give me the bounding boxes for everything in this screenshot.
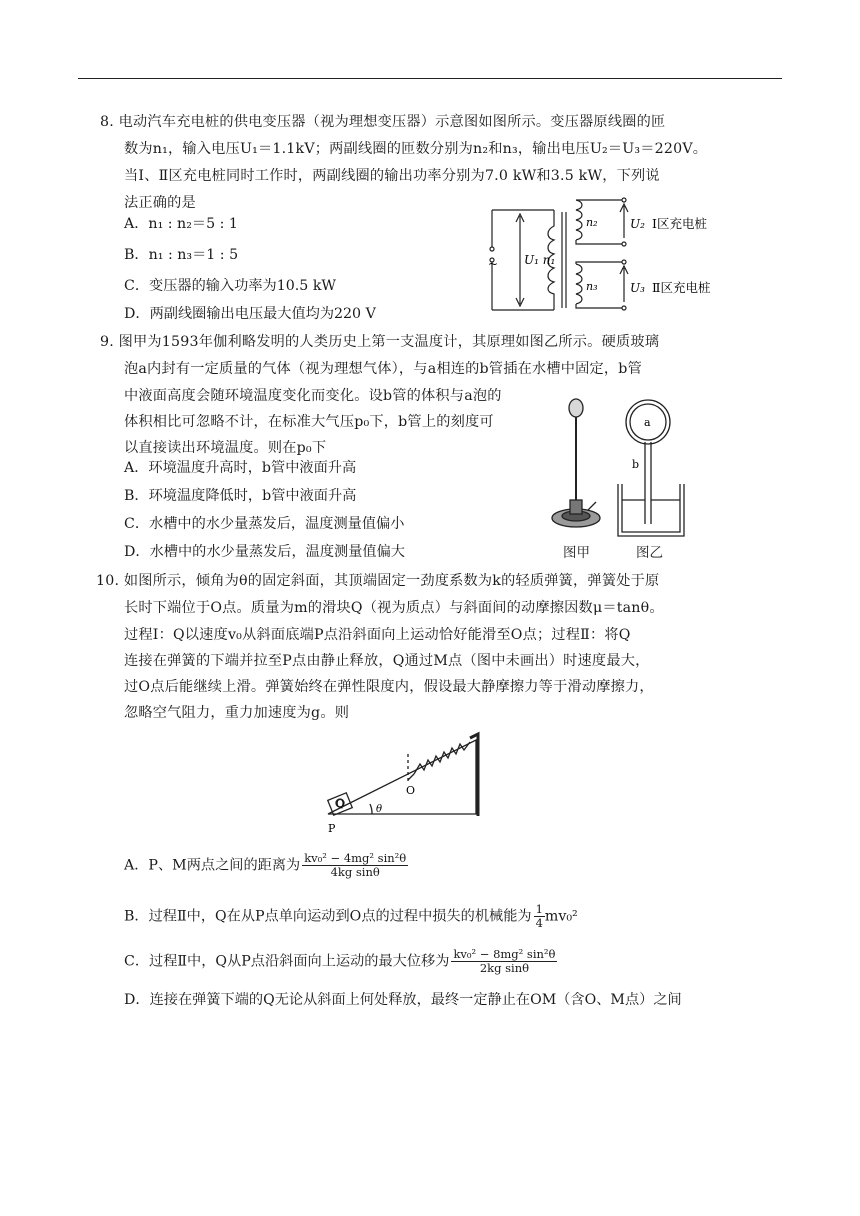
thermometer-principle-figure (612, 396, 692, 544)
point-o-label: O (406, 784, 416, 797)
q9-option-a: A．环境温度升高时，b管中液面升高 (124, 460, 357, 476)
header-rule (78, 78, 782, 79)
q9-line-3: 中液面高度会随环境温度变化而变化。设b管的体积与a泡的 (124, 388, 502, 404)
tube-b-label: b (632, 458, 640, 471)
zone-1-label: Ⅰ区充电桩 (652, 216, 707, 231)
q10-option-b-numerator: 1 (535, 902, 543, 916)
q10-line-5: 过O点后能继续上滑。弹簧始终在弹性限度内，假设最大静摩擦力等于滑动摩擦力， (124, 679, 654, 695)
q10-option-a-denominator: 4kg sinθ (330, 865, 380, 879)
incline-spring-diagram (320, 724, 490, 836)
transformer-diagram (484, 192, 724, 322)
q10-option-b (124, 903, 578, 930)
q10-option-c (124, 948, 557, 975)
q10-line-1: 10. 如图所示，倾角为θ的固定斜面，其顶端固定一劲度系数为k的轻质弹簧，弹簧处于原 (96, 573, 660, 589)
q10-option-a-text: A．P、M两点之间的距离为 (124, 857, 301, 874)
q10-option-a-numerator: kv₀² − 4mg² sin²θ (304, 851, 407, 865)
u2-label: U₂ (630, 217, 645, 231)
q8-line-3: 当Ⅰ、Ⅱ区充电桩同时工作时，两副线圈的输出功率分别为7.0 kW和3.5 kW，下列说 (124, 168, 660, 184)
q10-option-a (124, 852, 408, 879)
q10-line-6: 忽略空气阻力，重力加速度为g。则 (124, 705, 350, 721)
figure-yi-caption: 图乙 (636, 545, 663, 561)
ac-source-symbol: ~ (488, 257, 499, 271)
block-q-label: Q (336, 799, 345, 810)
q10-option-b-text: B．过程Ⅱ中，Q在从P点单向运动到O点的过程中损失的机械能为 (124, 908, 532, 925)
q10-line-2: 长时下端位于O点。质量为m的滑块Q（视为质点）与斜面间的动摩擦因数μ＝tanθ。 (124, 600, 664, 616)
q9-option-c: C．水槽中的水少量蒸发后，温度测量值偏小 (124, 516, 405, 532)
q10-line-4: 连接在弹簧的下端并拉至P点由静止释放，Q通过M点（图中未画出）时速度最大， (124, 653, 650, 669)
figure-jia-caption: 图甲 (563, 545, 590, 561)
bulb-a-label: a (644, 416, 651, 429)
q9-line-5: 以直接读出环境温度。则在p₀下 (124, 440, 327, 456)
q8-option-b: B．n₁ : n₃＝1 : 5 (124, 247, 239, 263)
point-p-label: P (328, 822, 336, 835)
q9-option-d: D．水槽中的水少量蒸发后，温度测量值偏大 (124, 544, 405, 560)
q9-line-2: 泡a内封有一定质量的气体（视为理想气体），与a相连的b管插在水槽中固定，b管 (124, 361, 642, 377)
theta-label: θ (376, 804, 383, 815)
q8-option-a: A．n₁ : n₂＝5 : 1 (124, 216, 238, 232)
q10-option-c-text: C．过程Ⅱ中，Q从P点沿斜面向上运动的最大位移为 (124, 953, 450, 970)
u1-n1-label: U₁ n₁ (524, 253, 556, 267)
q8-option-c: C．变压器的输入功率为10.5 kW (124, 278, 337, 294)
q8-line-2: 数为n₁，输入电压U₁＝1.1kV；两副线圈的匝数分别为n₂和n₃，输出电压U₂＝U₃＝220V。 (124, 141, 708, 157)
q10-option-b-fraction (534, 903, 545, 930)
n3-label: n₃ (586, 280, 598, 293)
galileo-thermometer-figure (544, 392, 614, 542)
q10-line-3: 过程Ⅰ：Q以速度v₀从斜面底端P点沿斜面向上运动恰好能滑至O点；过程Ⅱ：将Q (124, 627, 631, 643)
q10-option-c-denominator: 2kg sinθ (479, 961, 530, 975)
q10-option-c-fraction (451, 948, 557, 975)
u3-label: U₃ (630, 281, 645, 295)
q10-option-c-numerator: kv₀² − 8mg² sin²θ (453, 947, 556, 961)
q9-option-b: B．环境温度降低时，b管中液面升高 (124, 488, 357, 504)
q9-line-1: 9. 图甲为1593年伽利略发明的人类历史上第一支温度计，其原理如图乙所示。硬质玻璃 (100, 334, 660, 350)
n2-label: n₂ (586, 216, 598, 229)
zone-2-label: Ⅱ区充电桩 (652, 280, 711, 295)
q10-option-a-fraction (302, 852, 408, 879)
q8-line-4: 法正确的是 (124, 195, 196, 211)
q10-option-b-tail: mv₀² (544, 908, 578, 925)
q9-line-4: 体积相比可忽略不计，在标准大气压p₀下，b管上的刻度可 (124, 414, 494, 430)
q10-option-d: D．连接在弹簧下端的Q无论从斜面上何处释放，最终一定静止在OM（含O、M点）之间 (124, 992, 682, 1008)
q8-line-1: 8. 电动汽车充电桩的供电变压器（视为理想变压器）示意图如图所示。变压器原线圈的匝 (100, 114, 666, 130)
q10-option-b-denominator: 4 (535, 916, 543, 930)
q8-option-d: D．两副线圈输出电压最大值均为220 V (124, 306, 376, 322)
